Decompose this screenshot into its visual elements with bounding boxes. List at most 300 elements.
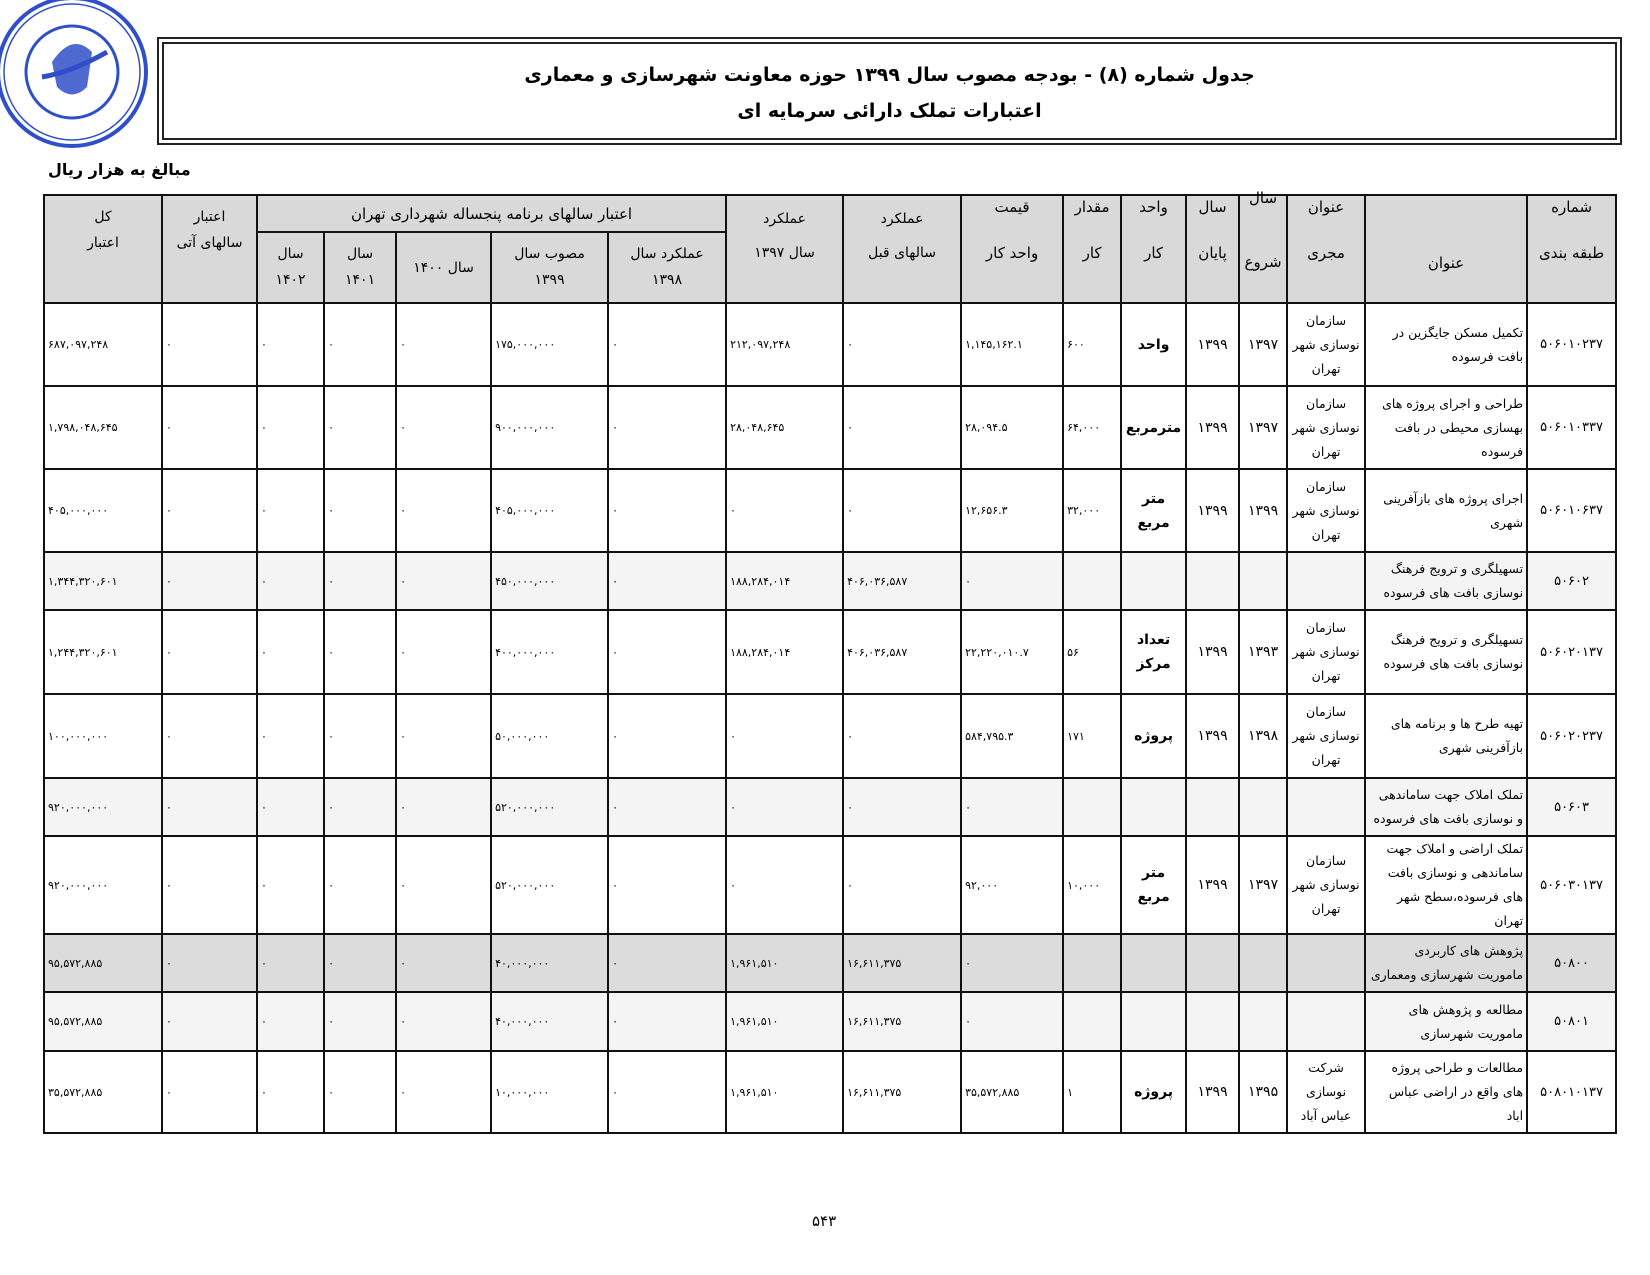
cell-prior (843, 778, 961, 836)
col-header-1397: عملکرد سال ۱۳۹۷ (726, 195, 843, 303)
cell-executor (1287, 778, 1365, 836)
cell-y1397 (726, 694, 843, 778)
cell-y1400-text: ۰ (400, 574, 406, 588)
cell-price-text: ۰ (965, 1015, 971, 1028)
cell-y1397-text: ۲۱۲,۰۹۷,۲۴۸ (730, 338, 791, 351)
cell-y1398 (608, 610, 726, 694)
cell-title-text: تسهیلگری و ترویج فرهنگ نوسازی بافت های فرسوده (1383, 632, 1524, 671)
cell-title-text: تهیه طرح ها و برنامه های بازآفرینی شهری (1390, 716, 1524, 755)
cell-future-text: ۰ (166, 504, 172, 517)
cell-prior (843, 1051, 961, 1133)
cell-unit (1121, 992, 1186, 1051)
cell-qty (1063, 552, 1121, 610)
cell-prior-text: ۱۶,۶۱۱,۳۷۵ (847, 1085, 902, 1099)
cell-y1400-text: ۰ (400, 338, 406, 351)
cell-title-text: مطالعه و پژوهش های ماموریت شهرسازی (1408, 1001, 1524, 1041)
table-row (44, 1051, 1616, 1133)
cell-prior (843, 303, 961, 386)
cell-y1400-text: ۰ (400, 800, 406, 814)
cell-executor (1287, 303, 1365, 386)
cell-code-text: ۵۰۸۰۱۰۱۳۷ (1540, 1084, 1603, 1100)
cell-end-text: ۱۳۹۹ (1197, 502, 1228, 519)
cell-y1397 (726, 836, 843, 934)
cell-total (44, 1051, 162, 1133)
cell-y1402-text: ۰ (261, 878, 267, 892)
cell-end (1186, 778, 1239, 836)
cell-future-text: ۰ (166, 956, 172, 970)
cell-total-text: ۱,۳۴۴,۳۲۰,۶۰۱ (48, 574, 118, 588)
cell-title-text: مطالعات و طراحی پروژه های واقع در اراضی عباس اباد (1388, 1060, 1524, 1123)
cell-start (1239, 694, 1287, 778)
col-header-executor: عنوان مجری (1287, 195, 1365, 303)
cell-prior (843, 992, 961, 1051)
cell-start-text: ۱۳۹۳ (1248, 644, 1279, 660)
cell-future (162, 552, 257, 610)
cell-total (44, 469, 162, 552)
cell-future-text: ۰ (166, 729, 172, 743)
cell-price-text: ۳۵,۵۷۲,۸۸۵ (965, 1085, 1020, 1099)
cell-unit-text: پروژه (1134, 728, 1174, 744)
cell-future (162, 303, 257, 386)
cell-executor-text: سازمان نوسازی شهر تهران (1292, 478, 1360, 542)
cell-y1402 (257, 610, 324, 694)
cell-executor-text: سازمان نوسازی شهر تهران (1292, 395, 1360, 459)
cell-y1399-text: ۵۲۰,۰۰۰,۰۰۰ (495, 800, 556, 814)
cell-executor (1287, 610, 1365, 694)
cell-future-text: ۰ (166, 645, 172, 659)
cell-y1399 (491, 992, 608, 1051)
cell-y1397-text: ۱,۹۶۱,۵۱۰ (730, 1015, 779, 1028)
cell-y1398 (608, 992, 726, 1051)
cell-y1400-text: ۰ (400, 421, 406, 434)
cell-y1399-text: ۴۰,۰۰۰,۰۰۰ (495, 1015, 550, 1028)
cell-y1397-text: ۰ (730, 878, 736, 892)
cell-start (1239, 778, 1287, 836)
cell-prior (843, 469, 961, 552)
col-header-start: سال شروع (1239, 195, 1287, 303)
cell-y1401 (324, 694, 396, 778)
cell-executor-text: سازمان نوسازی شهر تهران (1292, 704, 1360, 767)
cell-price (961, 836, 1063, 934)
cell-executor (1287, 386, 1365, 469)
cell-unit (1121, 469, 1186, 552)
cell-title (1365, 610, 1527, 694)
cell-start-text: ۱۳۹۷ (1248, 419, 1279, 436)
cell-unit (1121, 303, 1186, 386)
cell-y1400 (396, 934, 491, 992)
cell-executor (1287, 992, 1365, 1051)
cell-y1398-text: ۰ (612, 504, 618, 517)
cell-y1402-text: ۰ (261, 504, 267, 517)
cell-y1401 (324, 836, 396, 934)
cell-qty (1063, 386, 1121, 469)
col-header-end: سال پایان (1186, 195, 1239, 303)
page-number: ۵۴۳ (812, 1212, 837, 1230)
cell-y1402-text: ۰ (261, 956, 267, 970)
cell-total-text: ۹۵,۵۷۲,۸۸۵ (48, 1015, 103, 1028)
cell-price-text: ۰ (965, 574, 971, 588)
cell-y1397 (726, 992, 843, 1051)
cell-y1399-text: ۴۰,۰۰۰,۰۰۰ (495, 956, 550, 970)
cell-code-text: ۵۰۶۰۲ (1554, 573, 1590, 589)
cell-y1399 (491, 610, 608, 694)
cell-unit (1121, 694, 1186, 778)
cell-y1401 (324, 778, 396, 836)
cell-y1402-text: ۰ (261, 1085, 267, 1099)
cell-y1398 (608, 469, 726, 552)
cell-y1398-text: ۰ (612, 800, 618, 814)
cell-price (961, 778, 1063, 836)
cell-future (162, 469, 257, 552)
cell-y1399 (491, 836, 608, 934)
cell-code (1527, 934, 1616, 992)
table-row (44, 386, 1616, 469)
cell-y1401-text: ۰ (328, 1015, 334, 1028)
cell-y1398-text: ۰ (612, 645, 618, 659)
cell-executor (1287, 694, 1365, 778)
cell-future (162, 386, 257, 469)
cell-y1400 (396, 778, 491, 836)
cell-y1397-text: ۱۸۸,۲۸۴,۰۱۴ (730, 645, 791, 659)
cell-end (1186, 694, 1239, 778)
cell-title (1365, 386, 1527, 469)
cell-future (162, 610, 257, 694)
cell-y1401 (324, 469, 396, 552)
cell-title-text: طراحی و اجرای پروژه های بهسازی محیطی در بافت فرسوده (1382, 395, 1524, 459)
cell-y1401-text: ۰ (328, 504, 334, 517)
cell-y1397 (726, 469, 843, 552)
cell-y1400-text: ۰ (400, 504, 406, 517)
col-header-1399: مصوب سال ۱۳۹۹ (491, 232, 608, 303)
cell-prior-text: ۰ (847, 878, 853, 892)
cell-y1399-text: ۵۰,۰۰۰,۰۰۰ (495, 729, 550, 743)
cell-y1400 (396, 610, 491, 694)
cell-y1400 (396, 386, 491, 469)
cell-y1397-text: ۱۸۸,۲۸۴,۰۱۴ (730, 574, 791, 588)
table-row (44, 552, 1616, 610)
cell-total (44, 303, 162, 386)
cell-start (1239, 469, 1287, 552)
cell-y1398 (608, 934, 726, 992)
cell-total (44, 552, 162, 610)
cell-y1399 (491, 1051, 608, 1133)
cell-title (1365, 992, 1527, 1051)
table-row (44, 303, 1616, 386)
cell-price (961, 469, 1063, 552)
cell-y1398-text: ۰ (612, 338, 618, 351)
cell-qty-text: ۵۶ (1067, 645, 1079, 659)
col-header-five-year-plan: اعتبار سالهای برنامه پنجساله شهرداری تهران (257, 195, 726, 232)
cell-y1401-text: ۰ (328, 1085, 334, 1099)
table-row (44, 836, 1616, 934)
cell-qty (1063, 303, 1121, 386)
cell-code-text: ۵۰۶۰۳۰۱۳۷ (1540, 877, 1603, 893)
cell-total (44, 778, 162, 836)
cell-y1400 (396, 836, 491, 934)
cell-future-text: ۰ (166, 574, 172, 588)
cell-start (1239, 303, 1287, 386)
cell-end (1186, 303, 1239, 386)
cell-y1399 (491, 934, 608, 992)
cell-code-text: ۵۰۸۰۰ (1554, 955, 1590, 971)
cell-y1399-text: ۴۰۰,۰۰۰,۰۰۰ (495, 645, 556, 659)
cell-title (1365, 469, 1527, 552)
cell-future-text: ۰ (166, 338, 172, 351)
col-header-code: شماره طبقه بندی (1527, 195, 1616, 303)
cell-y1397 (726, 610, 843, 694)
cell-future (162, 934, 257, 992)
cell-prior-text: ۴۰۶,۰۳۶,۵۸۷ (847, 645, 908, 659)
cell-code (1527, 694, 1616, 778)
cell-y1401-text: ۰ (328, 338, 334, 351)
cell-title (1365, 303, 1527, 386)
cell-title-text: تسهیلگری و ترویج فرهنگ نوسازی بافت های فرسوده (1383, 561, 1524, 600)
cell-total-text: ۴۰۵,۰۰۰,۰۰۰ (48, 504, 109, 517)
cell-price-text: ۱,۱۴۵,۱۶۲.۱ (965, 338, 1023, 351)
cell-y1397 (726, 934, 843, 992)
cell-prior-text: ۰ (847, 338, 853, 351)
cell-code (1527, 778, 1616, 836)
cell-y1402-text: ۰ (261, 338, 267, 351)
cell-y1399-text: ۹۰۰,۰۰۰,۰۰۰ (495, 421, 556, 434)
cell-code-text: ۵۰۶۰۱۰۶۳۷ (1540, 503, 1603, 518)
cell-unit (1121, 934, 1186, 992)
cell-y1401-text: ۰ (328, 421, 334, 434)
cell-unit (1121, 386, 1186, 469)
cell-unit-text: متر مربع (1137, 490, 1170, 531)
cell-y1400-text: ۰ (400, 1085, 406, 1099)
cell-future (162, 694, 257, 778)
cell-y1402-text: ۰ (261, 574, 267, 588)
cell-start (1239, 386, 1287, 469)
cell-end (1186, 469, 1239, 552)
cell-prior-text: ۰ (847, 729, 853, 743)
cell-title-text: تکمیل مسکن جایگزین در بافت فرسوده (1392, 324, 1524, 364)
cell-y1399 (491, 303, 608, 386)
cell-code (1527, 552, 1616, 610)
cell-qty-text: ۱۰,۰۰۰ (1067, 878, 1101, 892)
cell-price (961, 386, 1063, 469)
col-header-total: کل اعتبار (44, 195, 162, 303)
cell-y1401 (324, 992, 396, 1051)
cell-y1401-text: ۰ (328, 645, 334, 659)
col-header-unit: واحد کار (1121, 195, 1186, 303)
cell-y1401 (324, 303, 396, 386)
cell-y1399-text: ۴۵۰,۰۰۰,۰۰۰ (495, 574, 556, 588)
cell-price-text: ۱۲,۶۵۶.۳ (965, 504, 1008, 517)
col-header-1398: عملکرد سال ۱۳۹۸ (608, 232, 726, 303)
cell-end-text: ۱۳۹۹ (1197, 644, 1228, 660)
col-header-1400: سال ۱۴۰۰ (396, 232, 491, 303)
cell-y1398 (608, 1051, 726, 1133)
cell-total-text: ۱,۷۹۸,۰۴۸,۶۴۵ (48, 421, 118, 434)
cell-prior (843, 694, 961, 778)
cell-executor (1287, 934, 1365, 992)
cell-y1397 (726, 778, 843, 836)
cell-start-text: ۱۳۹۷ (1248, 877, 1279, 893)
cell-y1402 (257, 694, 324, 778)
cell-y1398-text: ۰ (612, 421, 618, 434)
cell-y1401 (324, 386, 396, 469)
cell-prior (843, 386, 961, 469)
cell-prior (843, 836, 961, 934)
table-row (44, 934, 1616, 992)
cell-price (961, 1051, 1063, 1133)
cell-qty (1063, 778, 1121, 836)
cell-unit-text: متر مربع (1137, 865, 1170, 905)
cell-prior-text: ۱۶,۶۱۱,۳۷۵ (847, 956, 902, 970)
cell-code (1527, 303, 1616, 386)
cell-end-text: ۱۳۹۹ (1197, 728, 1228, 744)
cell-y1402 (257, 386, 324, 469)
cell-executor (1287, 469, 1365, 552)
cell-price (961, 552, 1063, 610)
cell-code (1527, 386, 1616, 469)
cell-y1398-text: ۰ (612, 1085, 618, 1099)
cell-title (1365, 778, 1527, 836)
cell-future (162, 992, 257, 1051)
cell-y1400-text: ۰ (400, 878, 406, 892)
cell-price-text: ۲۸,۰۹۴.۵ (965, 421, 1008, 434)
table-row (44, 469, 1616, 552)
cell-future (162, 1051, 257, 1133)
cell-executor-text: شرکت نوسازی عباس آباد (1300, 1060, 1352, 1123)
cell-qty (1063, 836, 1121, 934)
cell-price-text: ۵۸۴,۷۹۵.۳ (965, 729, 1014, 743)
cell-unit (1121, 552, 1186, 610)
cell-end-text: ۱۳۹۹ (1197, 419, 1228, 436)
cell-y1401-text: ۰ (328, 574, 334, 588)
cell-total-text: ۱۰۰,۰۰۰,۰۰۰ (48, 729, 109, 743)
cell-start-text: ۱۳۹۷ (1248, 336, 1279, 353)
cell-y1402 (257, 778, 324, 836)
cell-prior-text: ۴۰۶,۰۳۶,۵۸۷ (847, 574, 908, 588)
cell-title-text: تملک املاک جهت ساماندهی و نوسازی بافت های فرسوده (1373, 787, 1524, 826)
cell-future-text: ۰ (166, 421, 172, 434)
cell-code-text: ۵۰۶۰۲۰۱۳۷ (1540, 644, 1603, 660)
cell-y1398 (608, 386, 726, 469)
cell-y1398-text: ۰ (612, 1015, 618, 1028)
cell-price-text: ۰ (965, 956, 971, 970)
cell-prior-text: ۰ (847, 800, 853, 814)
cell-y1402-text: ۰ (261, 1015, 267, 1028)
col-header-future: اعتبار سالهای آتی (162, 195, 257, 303)
cell-start (1239, 836, 1287, 934)
cell-total (44, 934, 162, 992)
cell-start (1239, 610, 1287, 694)
cell-price (961, 992, 1063, 1051)
cell-qty (1063, 934, 1121, 992)
cell-y1402 (257, 934, 324, 992)
cell-future-text: ۰ (166, 800, 172, 814)
cell-total-text: ۱,۲۴۴,۳۲۰,۶۰۱ (48, 645, 118, 659)
cell-total-text: ۳۵,۵۷۲,۸۸۵ (48, 1085, 103, 1099)
cell-y1397-text: ۰ (730, 504, 736, 517)
table-subtitle: اعتبارات تملک دارائی سرمایه ای (737, 100, 1042, 122)
cell-title (1365, 1051, 1527, 1133)
table-title-box (162, 42, 1617, 140)
cell-y1402-text: ۰ (261, 729, 267, 743)
cell-title (1365, 694, 1527, 778)
cell-code-text: ۵۰۸۰۱ (1554, 1014, 1590, 1029)
cell-future (162, 778, 257, 836)
cell-total (44, 610, 162, 694)
cell-end (1186, 610, 1239, 694)
cell-y1401 (324, 1051, 396, 1133)
cell-price-text: ۹۲,۰۰۰ (965, 878, 999, 892)
cell-total-text: ۹۲۰,۰۰۰,۰۰۰ (48, 800, 109, 814)
table-row (44, 992, 1616, 1051)
cell-total-text: ۹۲۰,۰۰۰,۰۰۰ (48, 878, 109, 892)
cell-y1398 (608, 836, 726, 934)
cell-code-text: ۵۰۶۰۱۰۳۳۷ (1540, 420, 1603, 435)
cell-start-text: ۱۳۹۸ (1248, 728, 1279, 744)
cell-y1400 (396, 992, 491, 1051)
cell-y1397-text: ۱,۹۶۱,۵۱۰ (730, 956, 779, 970)
cell-y1397 (726, 303, 843, 386)
cell-total-text: ۶۸۷,۰۹۷,۲۴۸ (48, 338, 109, 351)
cell-y1401-text: ۰ (328, 729, 334, 743)
cell-y1399-text: ۱۰,۰۰۰,۰۰۰ (495, 1085, 550, 1099)
cell-end-text: ۱۳۹۹ (1197, 877, 1228, 893)
cell-title-text: تملک اراضی و املاک جهت ساماندهی و نوسازی بافت های فرسوده،سطح شهر تهران (1386, 841, 1524, 928)
table-row (44, 778, 1616, 836)
cell-y1400 (396, 694, 491, 778)
cell-total (44, 992, 162, 1051)
cell-unit (1121, 610, 1186, 694)
cell-executor (1287, 552, 1365, 610)
cell-y1400 (396, 552, 491, 610)
cell-y1398-text: ۰ (612, 574, 618, 588)
table-row (44, 610, 1616, 694)
cell-qty (1063, 1051, 1121, 1133)
cell-title (1365, 836, 1527, 934)
cell-total (44, 386, 162, 469)
cell-y1398 (608, 694, 726, 778)
cell-code (1527, 610, 1616, 694)
cell-executor-text: سازمان نوسازی شهر تهران (1292, 853, 1360, 916)
cell-y1401 (324, 934, 396, 992)
cell-qty-text: ۱۷۱ (1067, 729, 1085, 743)
cell-total-text: ۹۵,۵۷۲,۸۸۵ (48, 956, 103, 970)
cell-code-text: ۵۰۶۰۲۰۲۳۷ (1540, 728, 1603, 744)
col-header-1401: سال ۱۴۰۱ (324, 232, 396, 303)
cell-y1400 (396, 1051, 491, 1133)
cell-y1398-text: ۰ (612, 729, 618, 743)
cell-end (1186, 836, 1239, 934)
cell-end-text: ۱۳۹۹ (1197, 1084, 1228, 1100)
cell-prior-text: ۰ (847, 421, 853, 434)
cell-qty (1063, 694, 1121, 778)
cell-start (1239, 552, 1287, 610)
units-note: مبالغ به هزار ریال (48, 160, 191, 179)
cell-y1401-text: ۰ (328, 956, 334, 970)
budget-table (43, 189, 1617, 1134)
cell-y1399-text: ۴۰۵,۰۰۰,۰۰۰ (495, 504, 556, 517)
cell-price (961, 694, 1063, 778)
table-title: جدول شماره (۸) - بودجه مصوب سال ۱۳۹۹ حوزه معاونت شهرسازی و معماری (524, 64, 1255, 86)
cell-qty (1063, 992, 1121, 1051)
cell-end (1186, 1051, 1239, 1133)
cell-executor (1287, 836, 1365, 934)
cell-prior (843, 934, 961, 992)
cell-y1402 (257, 552, 324, 610)
cell-y1402 (257, 1051, 324, 1133)
cell-future-text: ۰ (166, 1015, 172, 1028)
cell-start (1239, 934, 1287, 992)
cell-start-text: ۱۳۹۵ (1248, 1084, 1279, 1100)
cell-prior (843, 610, 961, 694)
